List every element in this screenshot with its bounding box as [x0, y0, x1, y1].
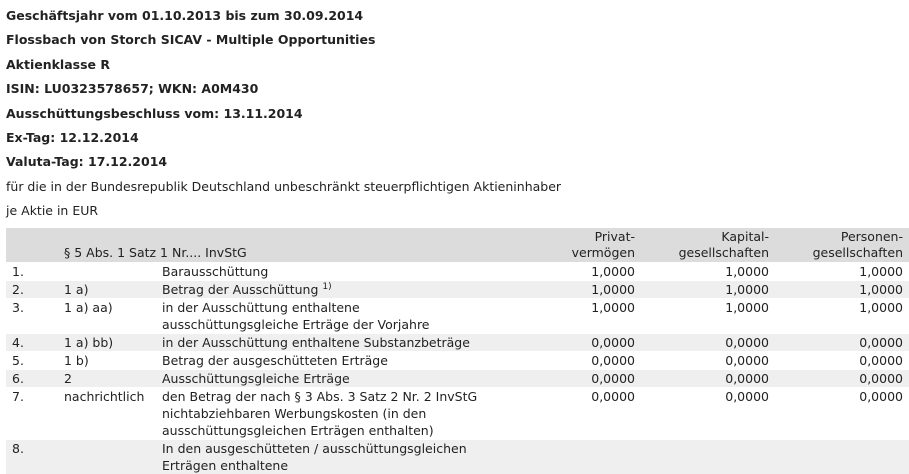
table-row	[6, 298, 909, 333]
col-header-personen: Personen- gesellschaften	[775, 228, 909, 263]
row-private: 1,0000	[591, 299, 635, 315]
col-header-kapital: Kapital- gesellschaften	[641, 228, 775, 263]
table-row	[6, 387, 909, 439]
fiscal-year-line: Geschäftsjahr vom 01.10.2013 bis zum 30.09.2014	[6, 8, 364, 23]
row-paragraph	[58, 439, 156, 474]
row-personen: 1,0000	[859, 299, 903, 315]
row-number: 3.	[12, 299, 24, 315]
row-description: Ausschüttungsgleiche Erträge	[156, 369, 494, 387]
row-kapital: 0,0000	[725, 352, 769, 368]
table-row	[6, 369, 909, 387]
row-description: In den ausgeschütteten / ausschüttungsgleichen Erträgen enthaltene	[156, 439, 494, 474]
row-paragraph: 2	[58, 369, 156, 387]
table-row	[6, 262, 909, 280]
row-personen: 0,0000	[775, 333, 909, 351]
table-row	[6, 333, 909, 351]
ex-date-line: Ex-Tag: 12.12.2014	[6, 130, 139, 146]
row-paragraph: 1 a) aa)	[64, 299, 113, 315]
footnote-marker: 1)	[322, 281, 332, 292]
row-personen: 0,0000	[775, 369, 909, 387]
tax-data-table	[6, 228, 909, 474]
table-header-row	[6, 228, 909, 263]
share-class-line: Aktienklasse R	[6, 56, 110, 72]
row-description: Betrag der Ausschüttung $^{1)}$	[156, 280, 494, 298]
row-number: 4.	[6, 333, 58, 351]
row-kapital: 0,0000	[725, 388, 769, 404]
col-header-private: Privat- vermögen	[494, 228, 641, 263]
distribution-resolution-line: Ausschüttungsbeschluss vom: 13.11.2014	[6, 105, 303, 121]
row-private: 1,0000	[494, 280, 641, 298]
row-number: 7.	[12, 388, 24, 404]
row-personen: 0,0000	[859, 352, 903, 368]
table-row	[6, 280, 909, 298]
row-personen: 1,0000	[775, 280, 909, 298]
row-personen	[775, 439, 909, 474]
row-private: 0,0000	[494, 333, 641, 351]
row-number: 6.	[6, 369, 58, 387]
row-paragraph: nachrichtlich	[64, 388, 145, 404]
row-private: 1,0000	[591, 263, 635, 279]
table-row	[6, 351, 909, 369]
row-number: 8.	[6, 439, 58, 474]
row-kapital	[641, 439, 775, 474]
row-private: 0,0000	[591, 388, 635, 404]
row-number: 1.	[12, 263, 24, 279]
row-paragraph: 1 a)	[58, 280, 156, 298]
row-private	[494, 439, 641, 474]
row-description: Betrag der ausgeschütteten Erträge	[162, 352, 388, 368]
row-number: 5.	[12, 352, 24, 368]
row-paragraph: 1 b)	[64, 352, 89, 368]
row-private: 0,0000	[591, 352, 635, 368]
row-kapital: 1,0000	[725, 263, 769, 279]
row-paragraph: 1 a) bb)	[58, 333, 156, 351]
value-date-line: Valuta-Tag: 17.12.2014	[6, 154, 168, 170]
row-description: in der Ausschüttung enthaltene ausschüttungsgleiche Erträge der Vorjahre	[162, 299, 430, 332]
row-number: 2.	[6, 280, 58, 298]
table-row	[6, 439, 909, 474]
row-description: den Betrag der nach § 3 Abs. 3 Satz 2 Nr. 2 InvStG nichtabziehbaren Werbungskosten (in den ausschüttungsgleichen Erträgen enthalten)	[162, 388, 478, 438]
row-kapital: 1,0000	[725, 299, 769, 315]
row-description: Barausschüttung	[162, 263, 269, 279]
fund-name-line: Flossbach von Storch SICAV - Multiple Opportunities	[6, 32, 376, 48]
row-personen: 0,0000	[859, 388, 903, 404]
row-personen: 1,0000	[859, 263, 903, 279]
row-private: 0,0000	[494, 369, 641, 387]
isin-line: ISIN: LU0323578657; WKN: A0M430	[6, 81, 259, 97]
row-description: in der Ausschüttung enthaltene Substanzbeträge	[156, 333, 494, 351]
row-kapital: 0,0000	[641, 333, 775, 351]
row-kapital: 0,0000	[641, 369, 775, 387]
taxpayer-scope-line: für die in der Bundesrepublik Deutschland unbeschränkt steuerpflichtigen Aktieninhaber	[6, 178, 562, 194]
per-share-line: je Aktie in EUR	[6, 203, 99, 219]
row-paragraph	[58, 262, 156, 280]
row-kapital: 1,0000	[641, 280, 775, 298]
col-header-paragraph: § 5 Abs. 1 Satz 1 Nr.... InvStG	[58, 228, 494, 263]
